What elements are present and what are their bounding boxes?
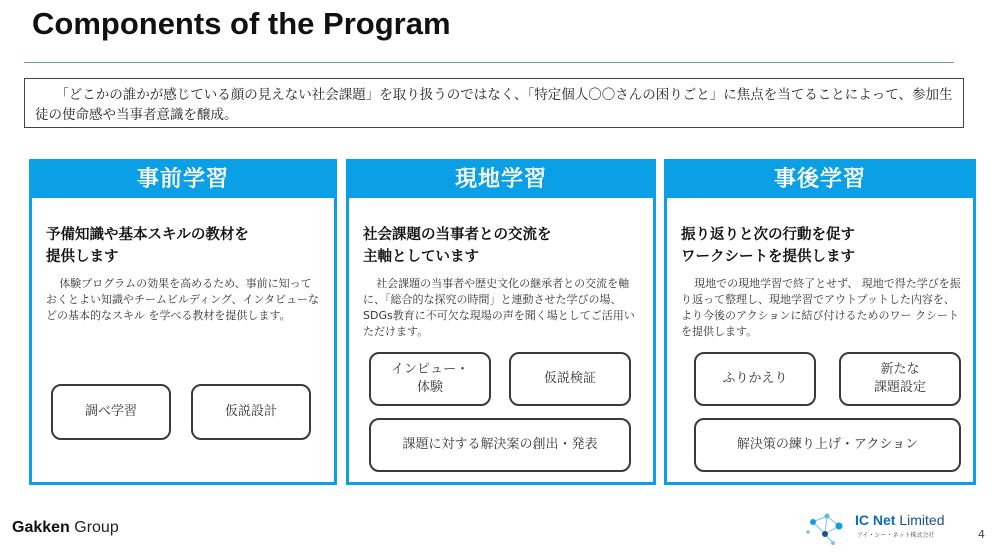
pill-solution-creation: 課題に対する解決案の創出・発表 [369, 418, 631, 472]
pill-reflection: ふりかえり [694, 352, 816, 406]
pill-research: 調べ学習 [51, 384, 171, 440]
ic-net-logo [805, 508, 965, 548]
pill-solution-action: 解決策の練り上げ・アクション [694, 418, 961, 472]
pill-interview-experience: インピュー・ 体験 [369, 352, 491, 406]
pill-hypothesis-design: 仮説設計 [191, 384, 311, 440]
panel-subtitle: 社会課題の当事者との交流を 主軸としています [363, 227, 552, 265]
gakken-group-logo: Gakken Group [12, 519, 119, 536]
pill-hypothesis-testing: 仮説検証 [509, 352, 631, 406]
panel-description: 体験プログラムの効果を高めるため、事前に知っておくとよい知識やチームビルディング、インタビューなどの基本的なスキル を学べる教材を提供します。 [46, 277, 320, 322]
panel-description: 現地での現地学習で終了とせず、 現地で得た学びを振り返って整理し、現地学習でアウトプットした内容を、より今後のアクションに結び付けるためのワー クシートを提供します。 [681, 277, 961, 338]
page-number: 4 [978, 528, 985, 541]
panel-subtitle: 予備知識や基本スキルの教材を 提供します [46, 227, 249, 265]
ic-net-japanese-name: アイ・シー・ネット株式会社 [857, 532, 935, 539]
panel-subtitle: 振り返りと次の行動を促す ワークシートを提供します [681, 227, 855, 265]
molecule-icon [805, 508, 851, 548]
title-divider [24, 62, 954, 63]
panel-header: 現地学習 [349, 162, 653, 198]
ic-net-wordmark: IC Net Limited [855, 512, 945, 528]
page-title: Components of the Program [32, 6, 451, 41]
pill-new-issue-setting: 新たな 課題設定 [839, 352, 961, 406]
panel-description: 社会課題の当事者や歴史文化の継承者との交流を軸に、「総合的な探究の時間」と連動させた学びの場、SDGs教育に不可欠な現場の声を聞く場としてご活用いただけます。 [363, 277, 635, 338]
panel-onsite-learning [346, 159, 656, 485]
intro-box: 「どこかの誰かが感じている顔の見えない社会課題」を取り扱うのではなく、「特定個人〇〇さんの困りごと」に焦点を当てることによって、参加生徒の使命感や当事者意識を醸成。 [24, 78, 964, 128]
panel-pre-learning [29, 159, 337, 485]
panel-header: 事前学習 [32, 162, 334, 198]
panel-header: 事後学習 [667, 162, 973, 198]
panel-post-learning [664, 159, 976, 485]
